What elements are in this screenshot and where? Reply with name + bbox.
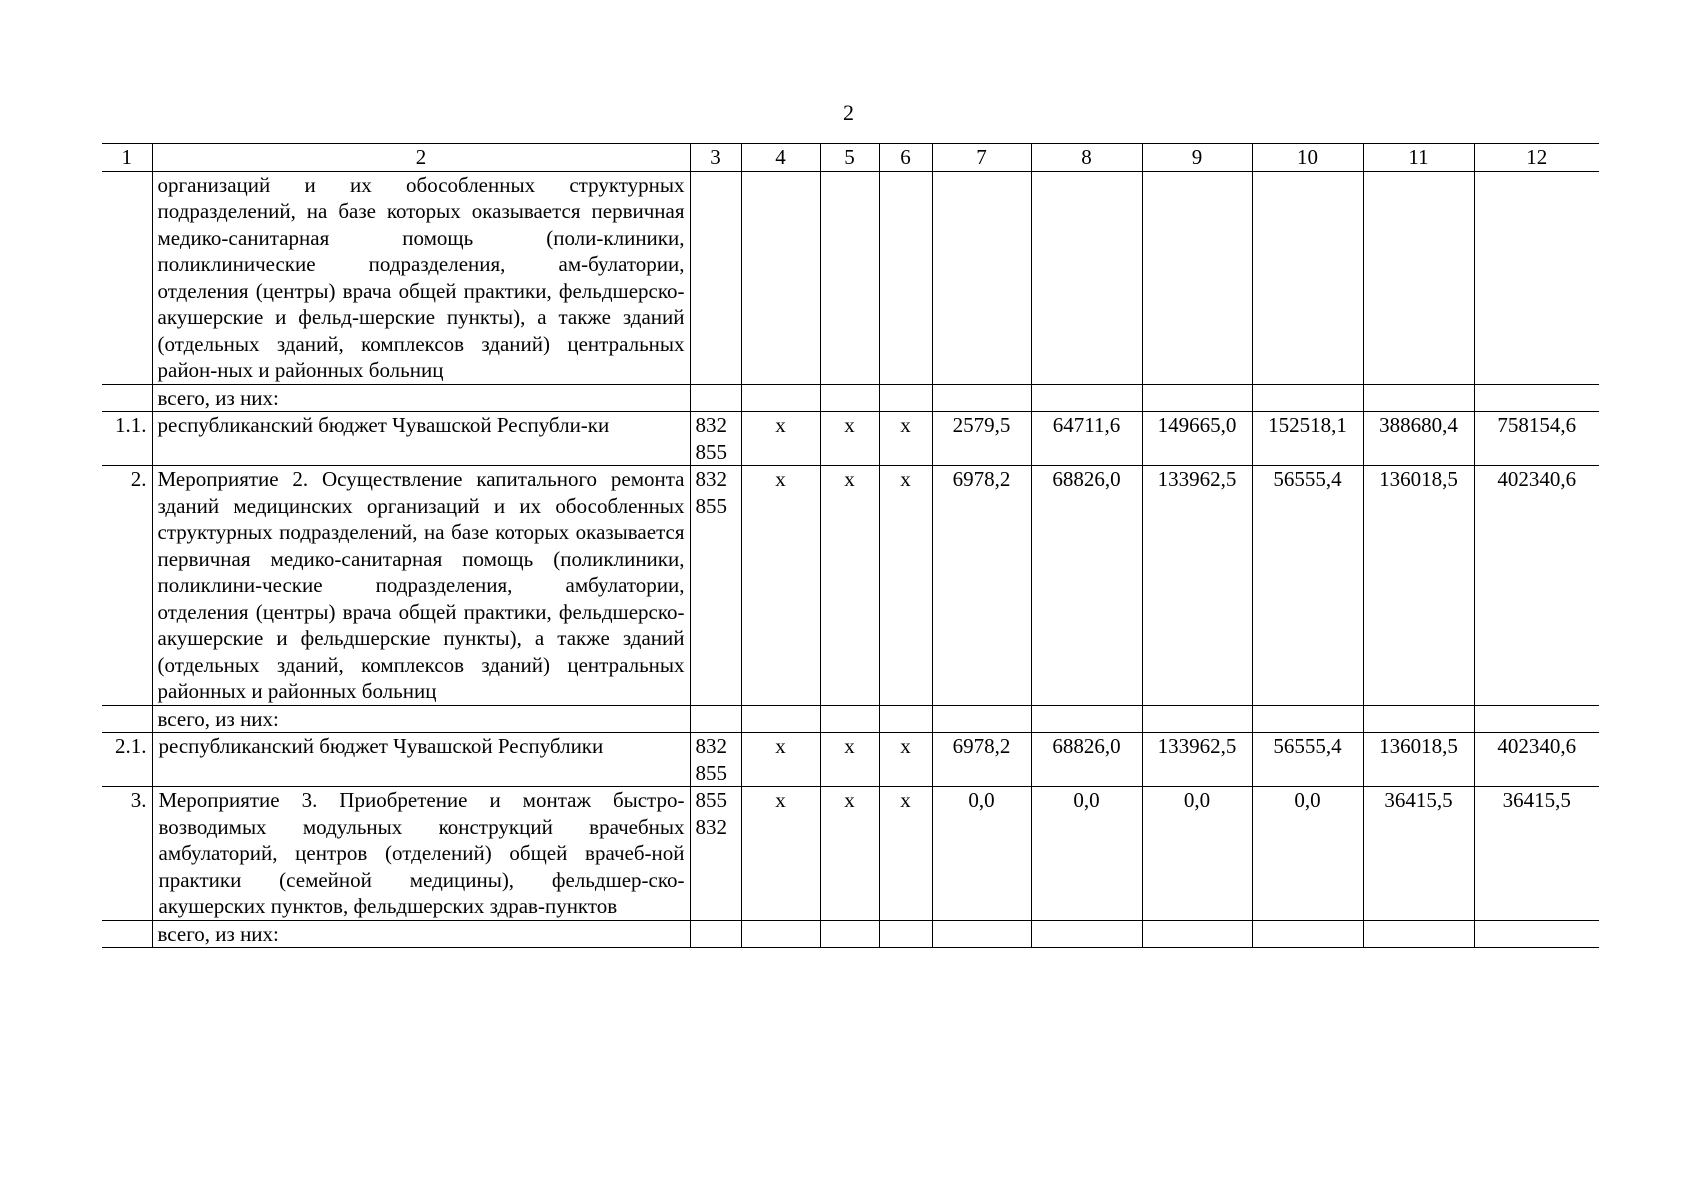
value-col-8: 68826,0 [1031, 466, 1142, 706]
budget-codes: 832 855 [690, 412, 741, 466]
budget-codes [690, 171, 741, 384]
column-5-cell [820, 920, 879, 948]
value-col-10: 152518,1 [1252, 412, 1363, 466]
value-col-12: 402340,6 [1474, 466, 1599, 706]
budget-codes: 832 855 [690, 733, 741, 787]
column-number: 11 [1363, 144, 1474, 172]
value-col-9 [1142, 920, 1252, 948]
value-col-10: 0,0 [1252, 787, 1363, 921]
column-number: 3 [690, 144, 741, 172]
value-col-9: 149665,0 [1142, 412, 1252, 466]
column-number: 9 [1142, 144, 1252, 172]
value-col-7 [932, 384, 1031, 412]
value-col-11: 136018,5 [1363, 466, 1474, 706]
column-number: 8 [1031, 144, 1142, 172]
value-col-8 [1031, 920, 1142, 948]
value-col-7 [932, 920, 1031, 948]
column-6-cell: х [879, 412, 932, 466]
column-number: 2 [152, 144, 690, 172]
value-col-8 [1031, 384, 1142, 412]
column-6-cell: х [879, 733, 932, 787]
value-col-9: 133962,5 [1142, 733, 1252, 787]
row-description: республиканский бюджет Чувашской Республи-ки [152, 412, 690, 466]
row-description: Мероприятие 3. Приобретение и монтаж быстро-возводимых модульных конструкций врачебных амбулаторий, центров (отделений) общей врачеб-ной практики (семейной медицины), фельдшер-ско-акушерских пунктов, фельдшерских здрав-пунктов [152, 787, 690, 921]
table-row [102, 733, 1599, 787]
page-number: 2 [843, 100, 854, 125]
column-5-cell: х [820, 787, 879, 921]
value-col-11 [1363, 171, 1474, 384]
row-description: организаций и их обособленных структурных подразделений, на базе которых оказывается первичная медико-санитарная помощь (поли-клиники, поликлинические подразделения, ам-булатории, отделения (центры) врача общей практики, фельдшерско-акушерские и фельд-шерские пункты), а также зданий (отдельных зданий, комплексов зданий) центральных район-ных и районных больниц [152, 171, 690, 384]
row-number [102, 705, 152, 733]
column-4-cell: х [741, 733, 820, 787]
column-6-cell: х [879, 466, 932, 706]
column-6-cell [879, 171, 932, 384]
column-number: 1 [102, 144, 152, 172]
budget-codes [690, 384, 741, 412]
value-col-9: 0,0 [1142, 787, 1252, 921]
column-number-row [102, 144, 1599, 172]
value-col-12: 402340,6 [1474, 733, 1599, 787]
budget-codes: 855 832 [690, 787, 741, 921]
column-number: 12 [1474, 144, 1599, 172]
column-number: 6 [879, 144, 932, 172]
value-col-10 [1252, 920, 1363, 948]
value-col-11: 136018,5 [1363, 733, 1474, 787]
row-description: всего, из них: [152, 705, 690, 733]
value-col-7 [932, 705, 1031, 733]
column-4-cell: х [741, 466, 820, 706]
value-col-10 [1252, 384, 1363, 412]
table-row [102, 920, 1599, 948]
value-col-8 [1031, 705, 1142, 733]
row-number [102, 920, 152, 948]
row-description: всего, из них: [152, 384, 690, 412]
value-col-10: 56555,4 [1252, 733, 1363, 787]
value-col-7: 2579,5 [932, 412, 1031, 466]
budget-codes [690, 705, 741, 733]
value-col-9 [1142, 384, 1252, 412]
row-number [102, 384, 152, 412]
column-4-cell [741, 705, 820, 733]
budget-codes: 832 855 [690, 466, 741, 706]
table-row [102, 705, 1599, 733]
table-row [102, 466, 1599, 706]
column-4-cell [741, 171, 820, 384]
value-col-9 [1142, 171, 1252, 384]
row-description: всего, из них: [152, 920, 690, 948]
column-4-cell: х [741, 412, 820, 466]
value-col-11 [1363, 705, 1474, 733]
table-row [102, 412, 1599, 466]
column-number: 10 [1252, 144, 1363, 172]
value-col-10: 56555,4 [1252, 466, 1363, 706]
row-number: 3. [102, 787, 152, 921]
value-col-9: 133962,5 [1142, 466, 1252, 706]
column-5-cell: х [820, 733, 879, 787]
table-row [102, 384, 1599, 412]
value-col-7: 6978,2 [932, 733, 1031, 787]
value-col-11 [1363, 920, 1474, 948]
column-4-cell [741, 920, 820, 948]
value-col-9 [1142, 705, 1252, 733]
column-5-cell [820, 171, 879, 384]
value-col-12: 36415,5 [1474, 787, 1599, 921]
column-6-cell [879, 920, 932, 948]
value-col-12: 758154,6 [1474, 412, 1599, 466]
value-col-12 [1474, 171, 1599, 384]
value-col-8 [1031, 171, 1142, 384]
row-description: республиканский бюджет Чувашской Республики [152, 733, 690, 787]
row-number: 1.1. [102, 412, 152, 466]
value-col-10 [1252, 705, 1363, 733]
value-col-7 [932, 171, 1031, 384]
program-table [102, 143, 1599, 948]
value-col-7: 0,0 [932, 787, 1031, 921]
value-col-8: 68826,0 [1031, 733, 1142, 787]
column-6-cell [879, 705, 932, 733]
value-col-11 [1363, 384, 1474, 412]
table-row [102, 171, 1599, 384]
value-col-12 [1474, 384, 1599, 412]
value-col-11: 388680,4 [1363, 412, 1474, 466]
value-col-8: 0,0 [1031, 787, 1142, 921]
value-col-10 [1252, 171, 1363, 384]
column-number: 4 [741, 144, 820, 172]
column-number: 7 [932, 144, 1031, 172]
column-6-cell [879, 384, 932, 412]
table-row [102, 787, 1599, 921]
column-number: 5 [820, 144, 879, 172]
row-number [102, 171, 152, 384]
row-number: 2.1. [102, 733, 152, 787]
column-6-cell: х [879, 787, 932, 921]
budget-codes [690, 920, 741, 948]
column-4-cell [741, 384, 820, 412]
column-5-cell: х [820, 412, 879, 466]
column-5-cell [820, 705, 879, 733]
value-col-12 [1474, 705, 1599, 733]
value-col-12 [1474, 920, 1599, 948]
value-col-7: 6978,2 [932, 466, 1031, 706]
column-4-cell: х [741, 787, 820, 921]
row-number: 2. [102, 466, 152, 706]
column-5-cell [820, 384, 879, 412]
column-5-cell: х [820, 466, 879, 706]
row-description: Мероприятие 2. Осуществление капитального ремонта зданий медицинских организаций и их обособленных структурных подразделений, на базе которых оказывается первичная медико-санитарная помощь (поликлиники, поликлини-ческие подразделения, амбулатории, отделения (центры) врача общей практики, фельдшерско-акушерские и фельдшерские пункты), а также зданий (отдельных зданий, комплексов зданий) центральных районных и районных больниц [152, 466, 690, 706]
value-col-11: 36415,5 [1363, 787, 1474, 921]
value-col-8: 64711,6 [1031, 412, 1142, 466]
